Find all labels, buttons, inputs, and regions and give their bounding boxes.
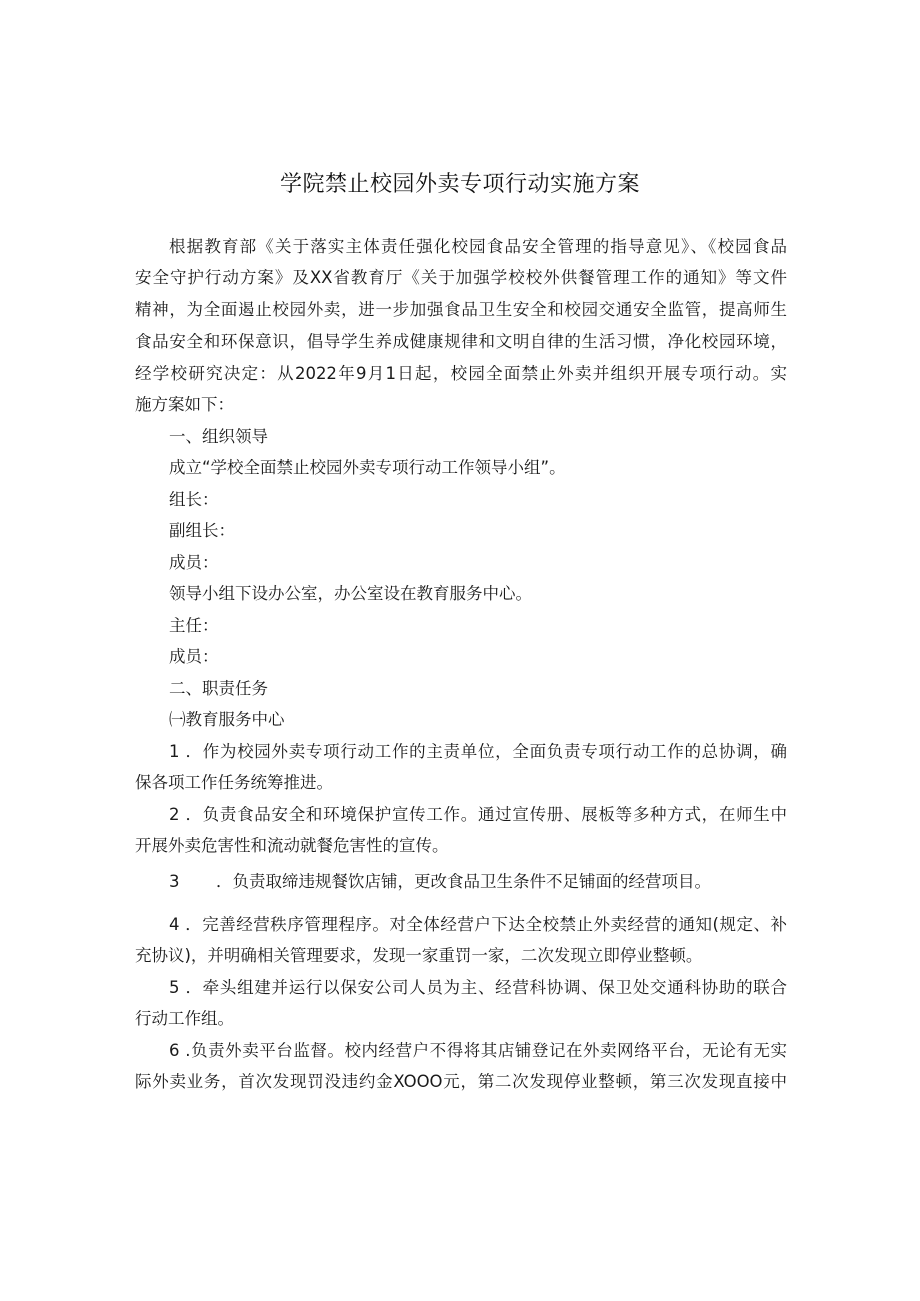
list-item-number: 5 — [169, 978, 180, 997]
list-item-text: ．作为校园外卖专项行动工作的主责单位，全面负责专项行动工作的总协调，确 — [185, 742, 787, 761]
section-heading: 二、职责任务 — [169, 679, 268, 698]
list-item-line — [169, 1039, 787, 1063]
list-item-line — [169, 803, 787, 827]
list-item-line — [169, 913, 787, 937]
list-item-line: 开展外卖危害性和流动就餐危害性的宣传。 — [135, 836, 449, 855]
list-item-line: 际外卖业务，首次发现罚没违约金XOOO元，第二次发现停业整顿，第三次发现直接中 — [135, 1072, 787, 1091]
intro-line: 施方案如下： — [135, 395, 234, 414]
section1-line: 成员： — [169, 553, 219, 572]
list-item-text: ．负责取缔违规餐饮店铺，更改食品卫生条件不足铺面的经营项目。 — [216, 872, 711, 891]
section1-line: 领导小组下设办公室，办公室设在教育服务中心。 — [169, 584, 532, 603]
intro-line: 食品安全和环保意识，倡导学生养成健康规律和文明自律的生活习惯，净化校园环境， — [135, 332, 787, 351]
list-item-line: 充协议)，并明确相关管理要求，发现一家重罚一家，二次发现立即停业整顿。 — [135, 946, 703, 965]
section-heading: 一、组织领导 — [169, 427, 268, 446]
section1-line: 主任： — [169, 616, 219, 635]
list-item-line — [169, 740, 787, 764]
list-item-text: ．完善经营秩序管理程序。对全体经营户下达全校禁止外卖经营的通知(规定、补 — [185, 915, 788, 934]
list-item-line: 保各项工作任务统筹推进。 — [135, 773, 333, 792]
intro-line: 经学校研究决定：从2022年9月1日起，校园全面禁止外卖并组织开展专项行动。实 — [135, 364, 787, 383]
list-item-line — [169, 976, 787, 1000]
list-item-number: 1 — [169, 742, 180, 761]
document-title: 学院禁止校园外卖专项行动实施方案 — [279, 172, 640, 197]
list-item-text: ．负责食品安全和环境保护宣传工作。通过宣传册、展板等多种方式，在师生中 — [185, 805, 787, 824]
intro-line: 安全守护行动方案》及XX省教育厅《关于加强学校校外供餐管理工作的通知》等文件 — [135, 268, 787, 287]
intro-line: 根据教育部《关于落实主体责任强化校园食品安全管理的指导意见》、《校园食品 — [169, 237, 787, 256]
list-item-text: .负责外卖平台监督。校内经营户不得将其店铺登记在外卖网络平台，无论有无实 — [185, 1041, 788, 1060]
list-item-line — [169, 870, 711, 894]
list-item-line: 行动工作组。 — [135, 1009, 234, 1028]
list-item-number: 6 — [169, 1041, 180, 1060]
section1-line: 副组长： — [169, 521, 235, 540]
list-item-text: ．牵头组建并运行以保安公司人员为主、经营科协调、保卫处交通科协助的联合 — [185, 978, 787, 997]
section1-line: 成员： — [169, 647, 219, 666]
section1-line: 组长： — [169, 490, 219, 509]
subsection-heading: ㈠教育服务中心 — [169, 710, 285, 729]
list-item-number: 4 — [169, 915, 180, 934]
list-item-number: 3 — [169, 872, 180, 891]
list-item-number: 2 — [169, 805, 180, 824]
intro-line: 精神，为全面遏止校园外卖，进一步加强食品卫生安全和校园交通安全监管，提高师生 — [135, 300, 787, 319]
section1-line: 成立“学校全面禁止校园外卖专项行动工作领导小组”。 — [169, 458, 566, 477]
